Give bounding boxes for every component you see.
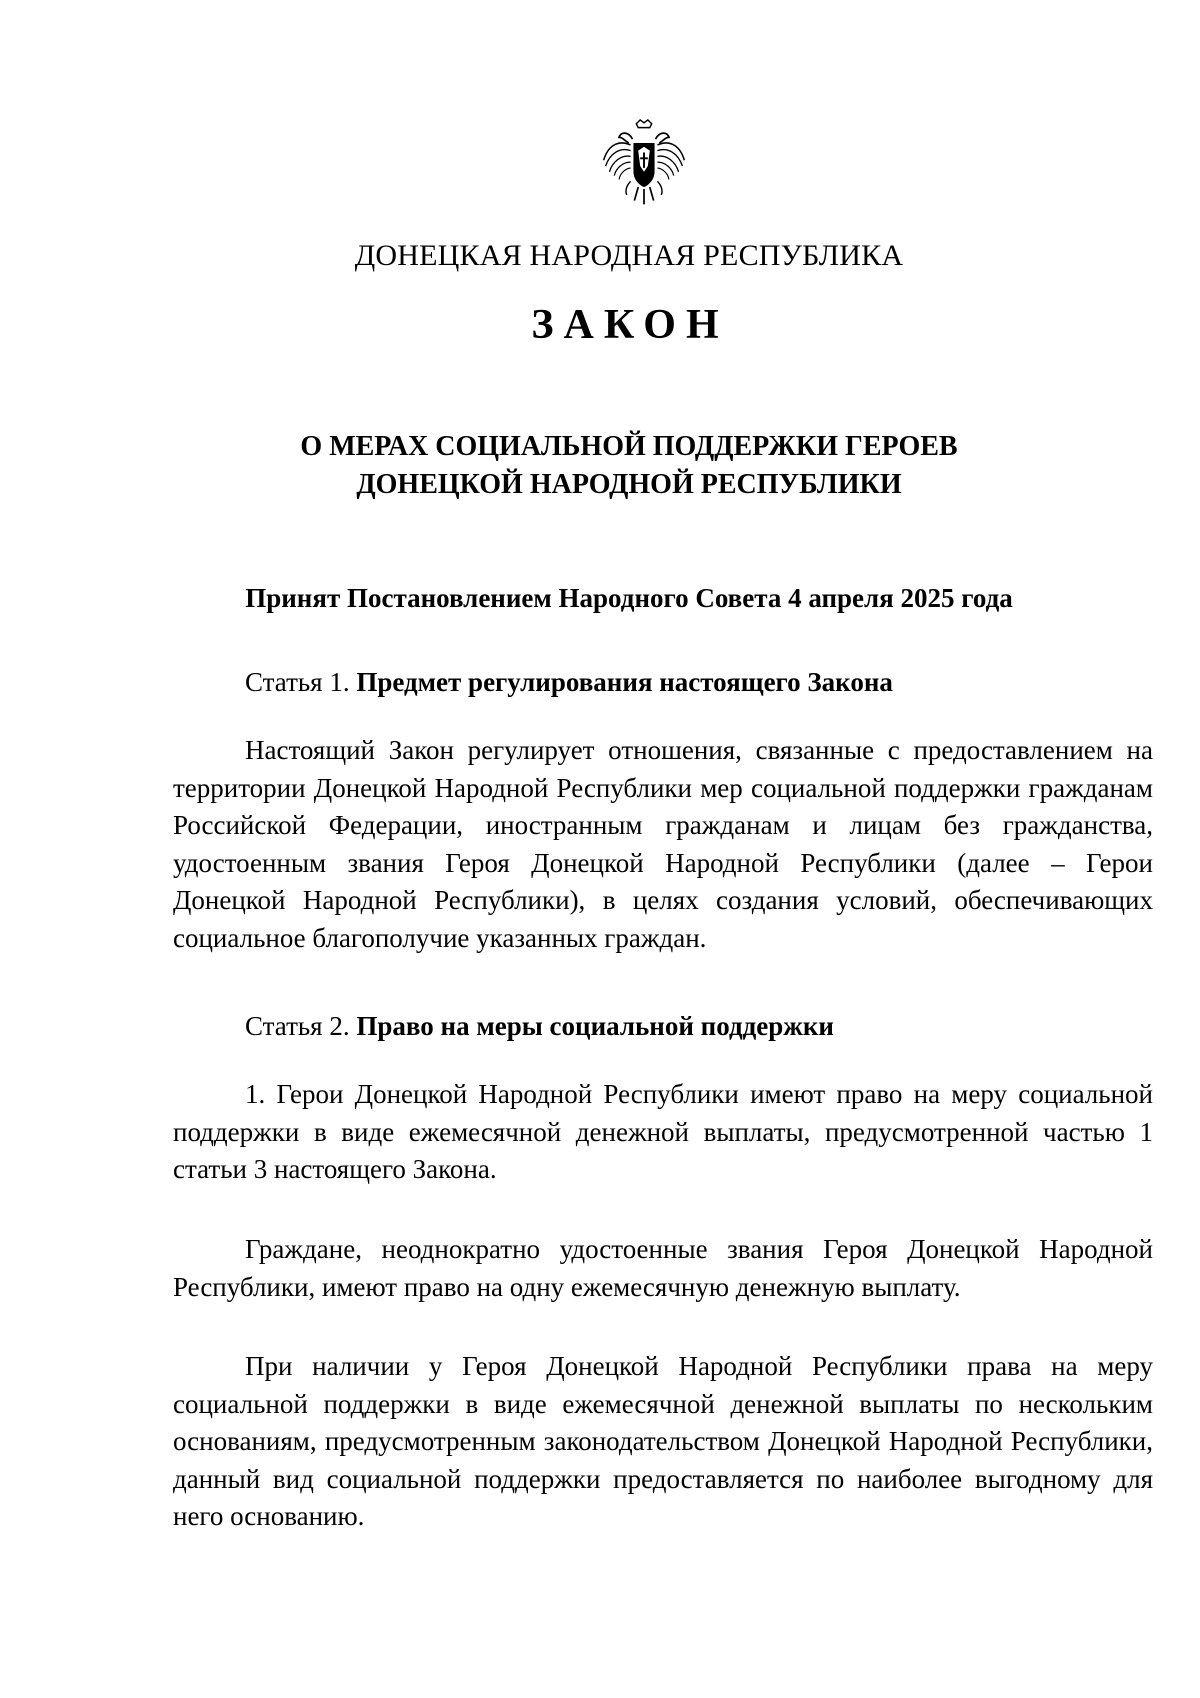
article-2-name: Право на меры социальной поддержки [356, 1011, 834, 1041]
double-headed-eagle-icon [596, 118, 692, 214]
law-title [0, 428, 1200, 504]
article-1-number: Статья 1. [245, 667, 350, 697]
republic-name: ДОНЕЦКАЯ НАРОДНАЯ РЕСПУБЛИКА [354, 239, 904, 272]
article-2-paragraph-1: 1. Герои Донецкой Народной Республики имеют право на меру социальной поддержки в виде ежемесячной денежной выплаты, предусмотренной частью 1 статьи 3 настоящего Закона. [173, 1079, 1153, 1184]
document-type: ЗАКОН [531, 302, 729, 348]
article-2-heading [245, 1008, 834, 1044]
adoption-note: Принят Постановлением Народного Совета 4 апреля 2025 года [245, 583, 1013, 613]
law-title-line-2: ДОНЕЦКОЙ НАРОДНОЙ РЕСПУБЛИКИ [356, 469, 902, 500]
article-1-heading [245, 664, 893, 700]
article-2-paragraph-2: Граждане, неоднократно удостоенные звания Героя Донецкой Народной Республики, имеют право на одну ежемесячную денежную выплату. [173, 1234, 1153, 1302]
coat-of-arms-emblem [596, 118, 692, 214]
law-title-line-1: О МЕРАХ СОЦИАЛЬНОЙ ПОДДЕРЖКИ ГЕРОЕВ [300, 431, 958, 462]
article-2-number: Статья 2. [245, 1011, 350, 1041]
article-2-paragraph-3: При наличии у Героя Донецкой Народной Республики права на меру социальной поддержки в виде ежемесячной денежной выплаты по нескольким основаниям, предусмотренным законодательством Донецкой Народной Республики, данный вид социальной поддержки предоставляется по наиболее выгодному для него основанию. [173, 1351, 1153, 1531]
article-1-name: Предмет регулирования настоящего Закона [356, 667, 893, 697]
article-1-paragraph-1: Настоящий Закон регулирует отношения, связанные с предоставлением на территории Донецкой Народной Республики мер социальной поддержки гражданам Российской Федерации, иностранным гражданам и лицам без гражданства, удостоенным звания Героя Донецкой Народной Республики (далее – Герои Донецкой Народной Республики), в целях создания условий, обеспечивающих социальное благополучие указанных граждан. [173, 735, 1153, 953]
